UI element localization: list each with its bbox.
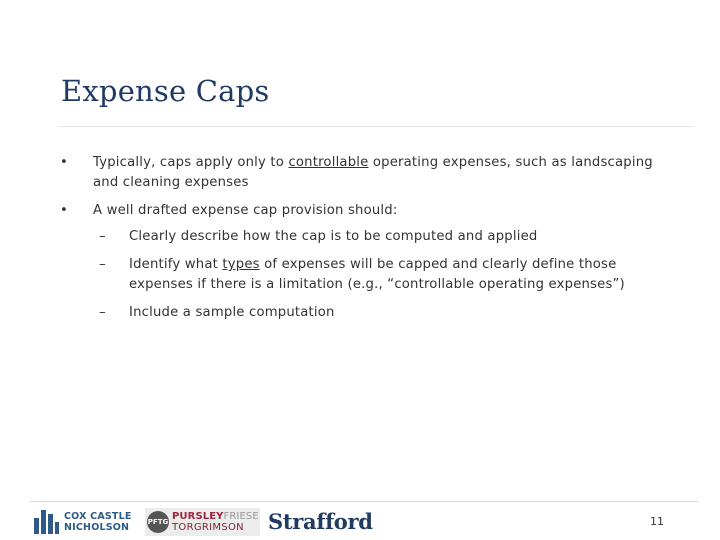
- sub-bullet-marker: –: [99, 229, 106, 244]
- slide-title: Expense Caps: [61, 74, 270, 108]
- sub-bullet-text-segment: Include a sample computation: [129, 305, 335, 320]
- pursley-logo-line2: TORGRIMSON: [172, 522, 244, 533]
- sub-bullet-text-segment: of expenses will be capped and clearly define those expenses if there is a limitation (e.g., “controllable operating expenses”): [129, 257, 625, 292]
- bullet-text-segment: operating expenses, such as landscaping and cleaning expenses: [93, 155, 653, 190]
- emphasized-text: types: [222, 257, 260, 272]
- bullet-marker: •: [60, 155, 68, 170]
- bullet-text: [93, 153, 670, 193]
- sub-bullet-item: [60, 303, 670, 323]
- sub-bullet-marker: –: [99, 305, 106, 320]
- footer-divider: [30, 501, 698, 502]
- cox-castle-logo-line1: COX CASTLE: [64, 511, 132, 522]
- sub-bullet-text: [129, 227, 670, 247]
- pursley-friese-torgrimson-logo: [145, 508, 260, 536]
- page-number: 11: [650, 515, 664, 528]
- sub-bullet-item: [60, 255, 670, 295]
- sub-bullet-marker: –: [99, 257, 106, 272]
- bullet-text-segment: Typically, caps apply only to: [93, 155, 289, 170]
- sub-bullet-text: [129, 255, 670, 295]
- sub-bullet-list: [60, 227, 670, 323]
- sub-bullet-text-segment: Clearly describe how the cap is to be computed and applied: [129, 229, 538, 244]
- pursley-logo-word2: FRIESE: [223, 511, 259, 522]
- bullet-text: [93, 201, 670, 221]
- cox-castle-logo-line2: NICHOLSON: [64, 522, 130, 533]
- bullet-marker: •: [60, 203, 68, 218]
- sub-bullet-text: [129, 303, 670, 323]
- cox-castle-bars-icon: [34, 510, 60, 534]
- strafford-logo: Strafford: [268, 509, 373, 534]
- bullet-text-segment: A well drafted expense cap provision should:: [93, 203, 398, 218]
- pursley-logo-word1: PURSLEY: [172, 511, 224, 522]
- sub-bullet-item: [60, 227, 670, 247]
- emphasized-text: controllable: [288, 155, 369, 170]
- title-divider: [58, 126, 694, 127]
- sub-bullet-text-segment: Identify what: [129, 257, 223, 272]
- bullet-item: [60, 201, 670, 221]
- bullet-item: [60, 153, 670, 193]
- footer: [0, 496, 720, 540]
- pursley-seal-icon: PFTG: [147, 511, 169, 533]
- bullet-list: [60, 153, 670, 323]
- cox-castle-nicholson-logo: [34, 508, 134, 536]
